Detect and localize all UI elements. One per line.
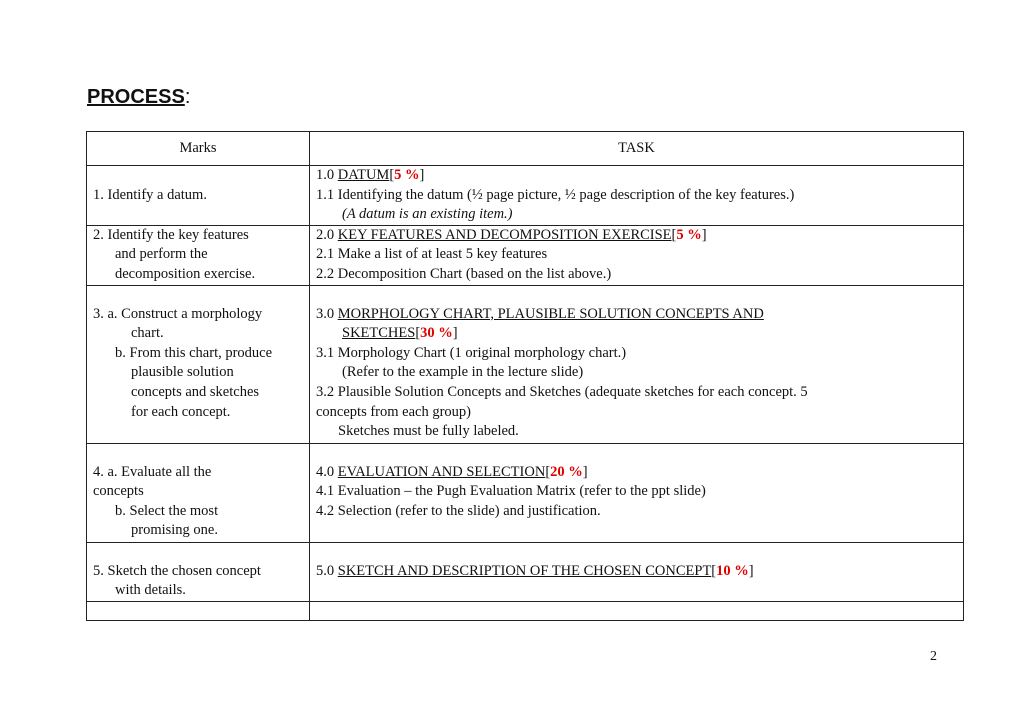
header-row bbox=[87, 132, 964, 166]
section-heading bbox=[87, 86, 190, 109]
heading-colon: : bbox=[184, 86, 191, 108]
task-title-cont: SKETCHES[30 %] bbox=[342, 325, 458, 342]
task-line: concepts from each group) bbox=[316, 403, 472, 420]
marks-cell bbox=[87, 166, 310, 226]
task-cell bbox=[310, 225, 964, 285]
task-percent: 5 % bbox=[676, 226, 702, 243]
task-title-text: KEY FEATURES AND DECOMPOSITION EXERCISE bbox=[337, 226, 672, 243]
task-percent: 20 % bbox=[550, 463, 583, 480]
task-number: 1.0 bbox=[316, 167, 338, 183]
task-number: 2.0 bbox=[316, 226, 338, 243]
header-task: TASK bbox=[310, 132, 964, 166]
marks-cell bbox=[87, 542, 310, 601]
marks-line: 2. Identify the key features bbox=[93, 226, 249, 243]
page-number: 2 bbox=[930, 649, 937, 664]
task-line: Sketches must be fully labeled. bbox=[338, 423, 519, 440]
marks-line: decomposition exercise. bbox=[115, 265, 256, 282]
task-cell bbox=[310, 542, 964, 601]
marks-line: for each concept. bbox=[131, 403, 231, 420]
marks-line: concepts bbox=[93, 483, 144, 500]
task-percent: 30 % bbox=[420, 325, 453, 342]
heading-title: PROCESS bbox=[87, 86, 185, 108]
header-marks: Marks bbox=[87, 132, 310, 166]
task-number: 5.0 bbox=[316, 562, 338, 579]
marks-line: chart. bbox=[131, 325, 164, 342]
task-title-text: SKETCH AND DESCRIPTION OF THE CHOSEN CONCEPT bbox=[337, 562, 712, 579]
task-title: 1.0 DATUM[5 %] bbox=[316, 167, 425, 183]
table-row bbox=[87, 542, 964, 601]
marks-line: promising one. bbox=[131, 522, 218, 539]
marks-line: b. Select the most bbox=[115, 502, 219, 519]
task-title: 2.0 KEY FEATURES AND DECOMPOSITION EXERCISE[5 %] bbox=[316, 226, 707, 243]
task-title: 4.0 EVALUATION AND SELECTION[20 %] bbox=[316, 463, 588, 480]
task-title bbox=[316, 305, 963, 325]
marks-cell bbox=[87, 225, 310, 285]
task-line: 1.1 Identifying the datum (½ page picture, ½ page description of the key features.) bbox=[316, 186, 795, 203]
marks-line: and perform the bbox=[115, 246, 208, 263]
task-title-text: MORPHOLOGY CHART, PLAUSIBLE SOLUTION CONCEPTS AND bbox=[337, 305, 764, 322]
task-title: 5.0 SKETCH AND DESCRIPTION OF THE CHOSEN CONCEPT[10 %] bbox=[316, 562, 754, 579]
table-row bbox=[87, 225, 964, 285]
task-percent: 10 % bbox=[716, 562, 749, 579]
table-row-empty bbox=[87, 601, 964, 620]
task-cell bbox=[310, 443, 964, 542]
table-row bbox=[87, 285, 964, 443]
marks-cell bbox=[87, 443, 310, 542]
marks-line: 5. Sketch the chosen concept bbox=[93, 562, 261, 579]
table-row bbox=[87, 166, 964, 226]
table-row bbox=[87, 443, 964, 542]
task-line: 2.1 Make a list of at least 5 key features bbox=[316, 246, 548, 263]
task-cell bbox=[310, 166, 964, 226]
task-note: (A datum is an existing item.) bbox=[342, 206, 513, 223]
marks-line: 1. Identify a datum. bbox=[93, 186, 207, 203]
process-table bbox=[86, 131, 964, 621]
task-line: 3.1 Morphology Chart (1 original morphology chart.) bbox=[316, 344, 627, 361]
task-line: (Refer to the example in the lecture slide) bbox=[342, 364, 584, 381]
task-line: 4.2 Selection (refer to the slide) and justification. bbox=[316, 502, 601, 519]
task-cell bbox=[310, 601, 964, 620]
marks-cell bbox=[87, 601, 310, 620]
marks-cell bbox=[87, 285, 310, 443]
task-line: 2.2 Decomposition Chart (based on the list above.) bbox=[316, 265, 612, 282]
task-title-text: EVALUATION AND SELECTION bbox=[337, 463, 546, 480]
task-number: 3.0 bbox=[316, 305, 338, 322]
marks-line: 3. a. Construct a morphology bbox=[93, 305, 263, 322]
task-line: 3.2 Plausible Solution Concepts and Sketches (adequate sketches for each concept. 5 bbox=[316, 383, 808, 400]
task-cell bbox=[310, 285, 964, 443]
marks-line: with details. bbox=[115, 582, 186, 599]
task-title-text-2: SKETCHES bbox=[342, 325, 416, 342]
marks-line: concepts and sketches bbox=[131, 383, 260, 400]
marks-line: b. From this chart, produce bbox=[115, 344, 273, 361]
task-line: 4.1 Evaluation – the Pugh Evaluation Matrix (refer to the ppt slide) bbox=[316, 483, 706, 500]
marks-line: 4. a. Evaluate all the bbox=[93, 463, 212, 480]
task-title-text: DATUM bbox=[337, 167, 390, 183]
task-number: 4.0 bbox=[316, 463, 338, 480]
task-percent: 5 % bbox=[394, 167, 420, 183]
marks-line: plausible solution bbox=[131, 364, 234, 381]
